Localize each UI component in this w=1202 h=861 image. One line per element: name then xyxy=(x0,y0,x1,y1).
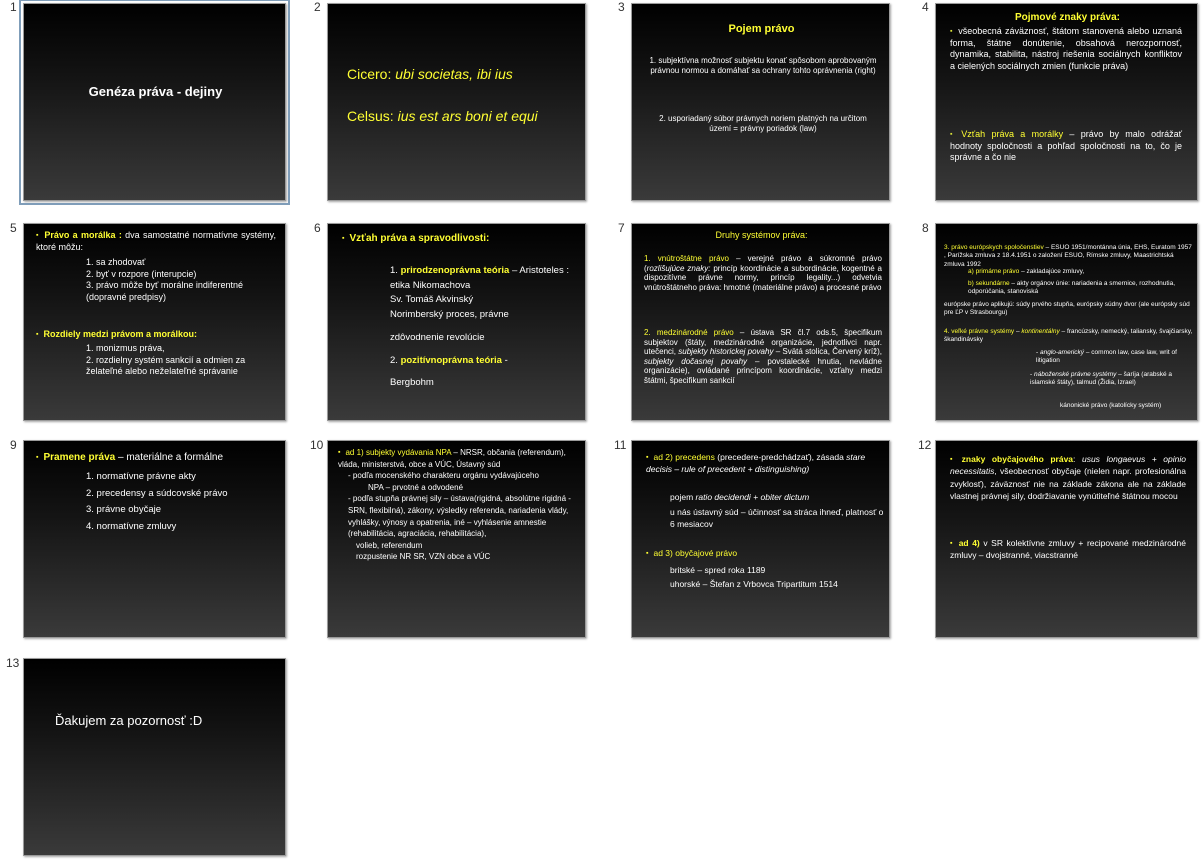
list-item: Norimberský proces, právne xyxy=(390,309,509,321)
list xyxy=(670,563,838,592)
slide-thumbnail-12[interactable] xyxy=(935,440,1198,638)
paragraph: ▪ ad 4) v SR kolektívne zmluvy + recipované medzinárodné zmluvy – dvojstranné, viacstranné xyxy=(950,537,1186,562)
slide-number: 2 xyxy=(314,0,321,14)
slide-number: 12 xyxy=(918,438,932,452)
slide-thumbnail-1[interactable] xyxy=(23,3,286,201)
slide-title: Druhy systémov práva: xyxy=(715,230,808,240)
slide-thumbnail-9[interactable] xyxy=(23,440,286,638)
list-item: Bergbohm xyxy=(390,377,434,389)
content xyxy=(338,447,583,563)
slide-title: Pojem právo xyxy=(728,23,795,35)
definition-1: 1. subjektívna možnosť subjektu konať spôsobom aprobovaným právnou normou a domáhať sa ochrany tohto oprávnenia (right) xyxy=(649,56,877,76)
paragraph: kánonické právo (katolícky systém) xyxy=(1060,402,1162,409)
list-item: 3. právo môže byť morálne indiferentné (dopravné predpisy) xyxy=(86,280,243,302)
slide-number: 1 xyxy=(10,0,17,14)
paragraph: volieb, referendum xyxy=(356,540,423,550)
list-item: 2. pozitívnoprávna teória - xyxy=(390,354,508,366)
thanks-text: Ďakujem za pozornosť :D xyxy=(55,713,203,728)
list-item: 2. rozdielny systém sankcií a odmien za želateľné alebo neželateľné správanie xyxy=(86,354,246,377)
paragraph: - anglo-americký – common law, case law, writ of litigation xyxy=(1036,349,1177,365)
content-list xyxy=(390,264,580,391)
quote-celsus: Celsus: ius est ars boni et equi xyxy=(347,108,538,124)
list-item: 1. monizmus práva, xyxy=(86,343,165,353)
slide-title: Genéza práva - dejiny xyxy=(88,84,223,99)
slide-number: 8 xyxy=(922,221,929,235)
paragraph: ▪ ad 1) subjekty vydávania NPA – NRSR, občania (referendum), vláda, ministerstvá, obce a VÚC, Ústavný súd xyxy=(338,447,583,470)
paragraph: u nás ústavný súd – účinnosť sa stráca ihneď, platnosť o 6 mesiacov xyxy=(670,507,884,530)
list xyxy=(86,343,271,378)
heading-line: ▪ Rozdiely medzi právom a morálkou: xyxy=(36,329,197,341)
list-item: 3. právne obyčaje xyxy=(86,504,161,516)
paragraph: pojem ratio decidendi + obiter dictum xyxy=(670,492,810,502)
list-item: Sv. Tomáš Akvinský xyxy=(390,294,474,306)
slide-number: 5 xyxy=(10,221,17,235)
slide-thumbnail-13[interactable] xyxy=(23,658,286,856)
heading-line: ▪ Pramene práva – materiálne a formálne xyxy=(36,452,223,465)
paragraph: 3. právo európskych spoločenstiev – ESUO 1951/montánna únia, EHS, Euratom 1957 , Parížska zmluva z 18.4.1951 o založení ESUO, Rímske zmluvy, Maastrichtská zmluva 1992 xyxy=(944,244,1192,268)
bullet-text: ▪ všeobecná záväznosť, štátom stanovená alebo uznaná forma, štátne donútenie, obsahová nerozpornosť, dynamika, stabilita, nástroj riešenia sociálnych konfliktov a cielených sociálnych zmien (funkcie práva) xyxy=(950,26,1182,72)
list-item: 2. precedensy a súdcovské právo xyxy=(86,487,228,499)
paragraph: rozpustenie NR SR, VZN obce a VÚC xyxy=(356,552,491,562)
list-item: 1. prirodzenoprávna teória – Aristoteles : etika Nikomachova xyxy=(390,265,569,291)
list-item: 2. byť v rozpore (interupcie) xyxy=(86,268,197,279)
paragraph: NPA – prvotné a odvodené xyxy=(368,482,464,492)
list xyxy=(86,257,271,303)
slide-thumbnail-8[interactable] xyxy=(935,223,1198,421)
slide-number: 13 xyxy=(6,656,20,670)
list-item: 1. normatívne právne akty xyxy=(86,471,196,482)
list-item: uhorské – Štefan z Vrbovca Tripartitum 1514 xyxy=(670,579,838,590)
paragraph: ▪ znaky obyčajového práva: usus longaevus + opinio necessitatis, všeobecnosť obyčaje (nielen napr. profesionálna zvyklosť), záväznosť nie na základe zákona ale na základe vlastnej právnej sily, dodržiavanie vynútiteľné štátnou mocou xyxy=(950,453,1186,502)
quote-cicero: Cicero: ubi societas, ibi ius xyxy=(347,66,513,82)
slide-number: 7 xyxy=(618,221,625,235)
definition-2: 2. usporiadaný súbor právnych noriem platných na určitom území = právny poriadok (law) xyxy=(659,114,867,134)
slide-number: 3 xyxy=(618,0,625,14)
slide-title: Pojmové znaky práva: xyxy=(1014,12,1121,23)
slide-thumbnail-5[interactable] xyxy=(23,223,286,421)
heading-line: ▪ ad 3) obyčajové právo xyxy=(646,548,737,559)
paragraph: - podľa mocenského charakteru orgánu vydávajúceho xyxy=(348,471,539,481)
list-item: zdôvodnenie revolúcie xyxy=(390,331,485,343)
slide-thumbnail-7[interactable] xyxy=(631,223,890,421)
paragraph: európske právo aplikujú: súdy prvého stupňa, európsky súdny dvor (ale európsky súd pre ĽP v Strasbourgu) xyxy=(944,301,1190,317)
paragraph: - podľa stupňa právnej sily – ústava(rigidná, absolútne rigidná - SRN, flexibilná), zákony, výsledky referenda, nariadenia vlády, vyhlášky, výnosy a opatrenia, iné – vyhlásenie amnestie (rehabilitácia, agraciácia, rehabilitácia), xyxy=(348,494,571,539)
list-item: 1. sa zhodovať xyxy=(86,257,146,267)
slide-thumbnail-2[interactable] xyxy=(327,3,586,201)
slide-number: 9 xyxy=(10,438,17,452)
slide-thumbnail-4[interactable] xyxy=(935,3,1198,201)
paragraph: 4. veľké právne systémy – kontinentálny – francúzsky, nemecký, taliansky, švajčiarsky, škandinávsky xyxy=(944,328,1193,344)
slide-thumbnail-10[interactable] xyxy=(327,440,586,638)
bullet-text: ▪ Vzťah práva a morálky – právo by malo odrážať hodnoty spoločnosti a pohľad spoločnosti na to, čo je správne a čo nie xyxy=(950,129,1182,164)
slide-number: 4 xyxy=(922,0,929,14)
paragraph: a) primárne právo – zakladajúce zmluvy, xyxy=(968,268,1085,275)
list-item: britské – spred roka 1189 xyxy=(670,565,766,575)
slide-number: 6 xyxy=(314,221,321,235)
slide-number: 10 xyxy=(310,438,324,452)
slide-thumbnail-3[interactable] xyxy=(631,3,890,201)
slide-number: 11 xyxy=(614,438,627,452)
list xyxy=(86,469,228,536)
paragraph: 1. vnútroštátne právo – verejné právo a súkromné právo (rozlišujúce znaky: princíp koordinácie a subordinácie, kogentné a dispozitívne právne normy, princíp legality...) odvetvia vnútroštátneho práva: hmotné (materiálne právo) a procesné právo xyxy=(644,254,883,292)
paragraph: b) sekundárne – akty orgánov únie: nariadenia a smernice, rozhodnutia, odporúčania, stanoviská xyxy=(968,280,1176,296)
paragraph: - náboženské právne systémy – šaríja (arabské a islamské štáty), talmud (Židia, Izrael) xyxy=(1030,371,1173,387)
paragraph: 2. medzinárodné právo – ústava SR čl.7 ods.5, špecifikum subjektov (štáty, medzinárodné organizácie, jednotlivci napr. utečenci, subjekty historickej povahy – Svätá stolica, Červený kríž), subjekty dočasnej povahy – povstalecké hnutia, nevládne organizácie), ovládané princípom koordinácie, vzťahy medzi štátmi, špecifikum sankcií xyxy=(644,328,883,385)
list-item: 4. normatívne zmluvy xyxy=(86,520,177,532)
slide-thumbnail-11[interactable] xyxy=(631,440,890,638)
heading-line: ▪ Právo a morálka : dva samostatné normatívne systémy, ktoré môžu: xyxy=(36,230,276,253)
heading-line: ▪ Vzťah práva a spravodlivosti: xyxy=(342,233,489,246)
slide-thumbnail-6[interactable] xyxy=(327,223,586,421)
paragraph: ▪ ad 2) precedens (precedere-predchádzať), zásada stare decisis – rule of precedent + distinguishing) xyxy=(646,451,884,476)
